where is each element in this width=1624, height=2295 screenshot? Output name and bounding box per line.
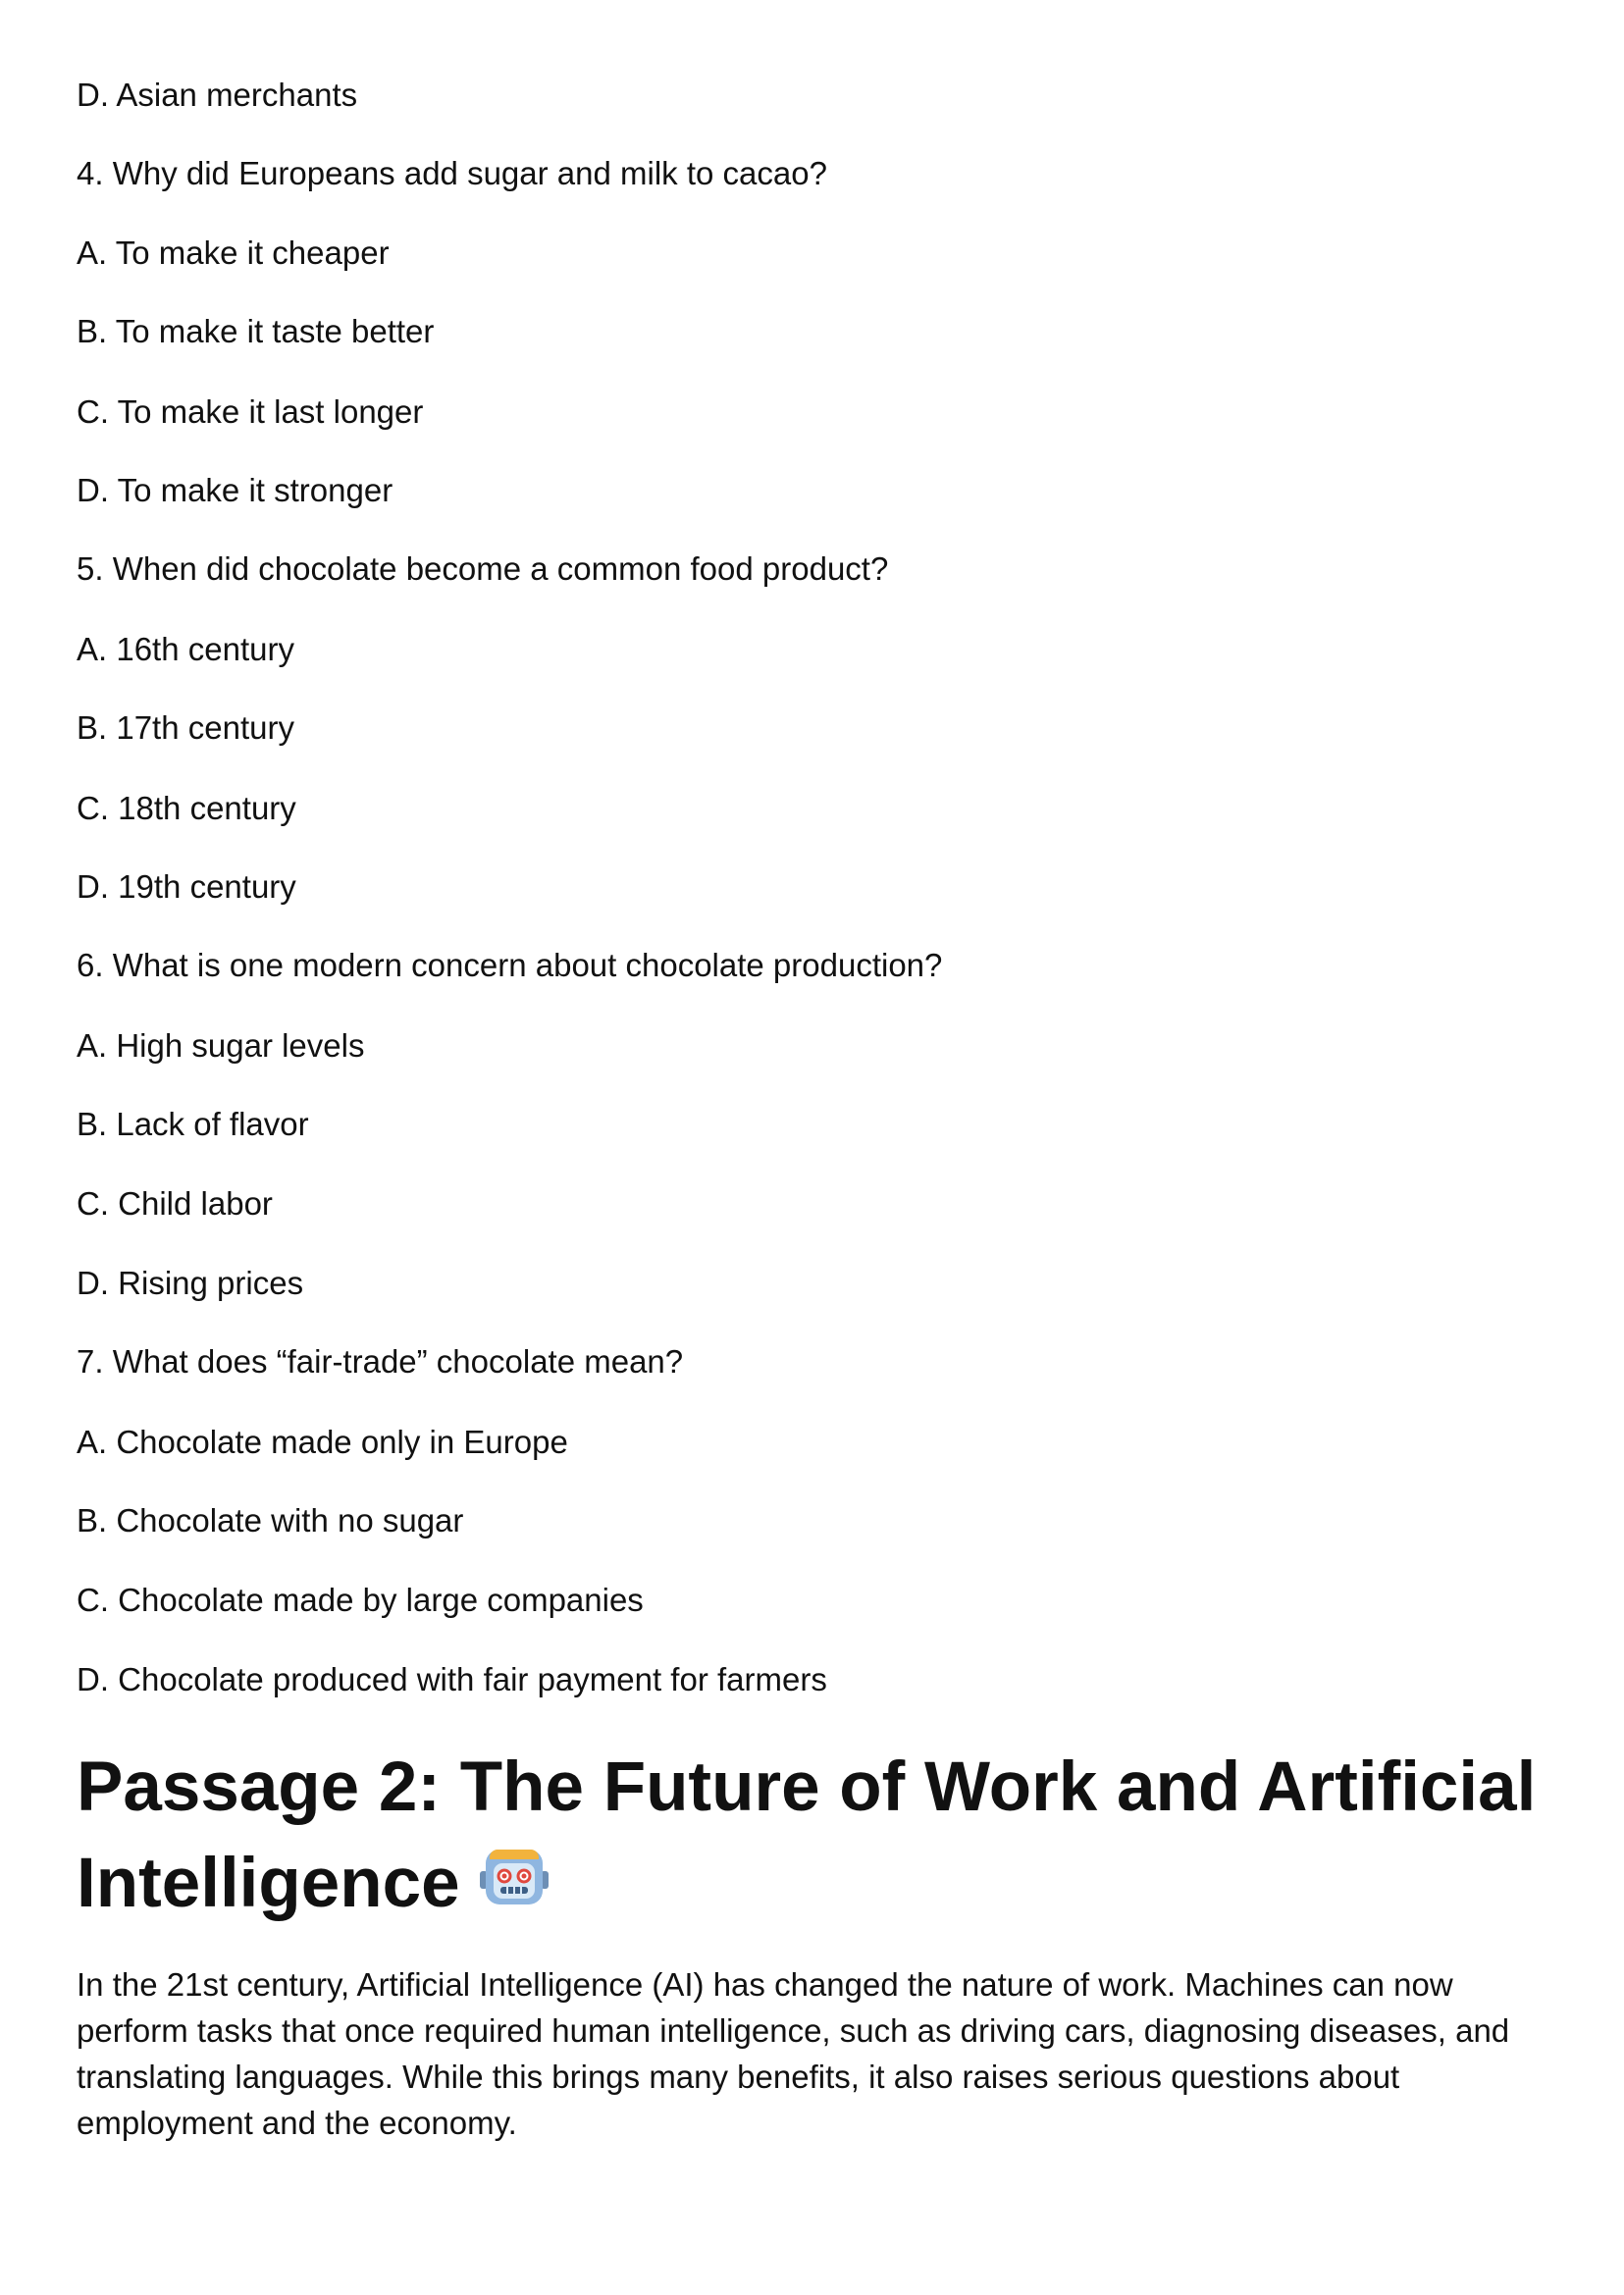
answer-option: C. 18th century [77,790,296,826]
answer-option: D. Asian merchants [77,77,358,113]
robot-icon [478,1842,550,1938]
passage-paragraph: In the 21st century, Artificial Intelligence (AI) has changed the nature of work. Machines can now perform tasks that once required human intelligence, such as driving cars, diagnosing diseases, and translating languages. While this brings many benefits, it also raises serious questions about employment and the economy. [77,1966,1510,2141]
answer-option: B. To make it taste better [77,313,435,349]
passage-heading-line-1: Passage 2: The Future of Work and Artificial [77,1748,1537,1826]
answer-option: A. 16th century [77,631,294,667]
answer-option: D. Rising prices [77,1265,304,1301]
answer-option: B. 17th century [77,709,294,746]
question: 6. What is one modern concern about chocolate production? [77,947,943,983]
answer-option: B. Lack of flavor [77,1106,309,1142]
question: 7. What does “fair-trade” chocolate mean? [77,1343,684,1380]
answer-option: A. Chocolate made only in Europe [77,1424,568,1460]
question: 5. When did chocolate become a common food product? [77,550,889,587]
answer-option: D. Chocolate produced with fair payment for farmers [77,1661,827,1697]
answer-option: A. High sugar levels [77,1027,365,1064]
answer-option: C. Child labor [77,1185,273,1222]
passage-heading-line-2 [77,1836,550,1938]
answer-option: A. To make it cheaper [77,235,390,271]
answer-option: B. Chocolate with no sugar [77,1502,464,1539]
question: 4. Why did Europeans add sugar and milk to cacao? [77,155,827,191]
answer-option: C. To make it last longer [77,393,424,430]
answer-option: C. Chocolate made by large companies [77,1582,644,1618]
passage-heading-text: Intelligence [77,1845,460,1922]
answer-option: D. To make it stronger [77,472,393,508]
answer-option: D. 19th century [77,868,296,905]
